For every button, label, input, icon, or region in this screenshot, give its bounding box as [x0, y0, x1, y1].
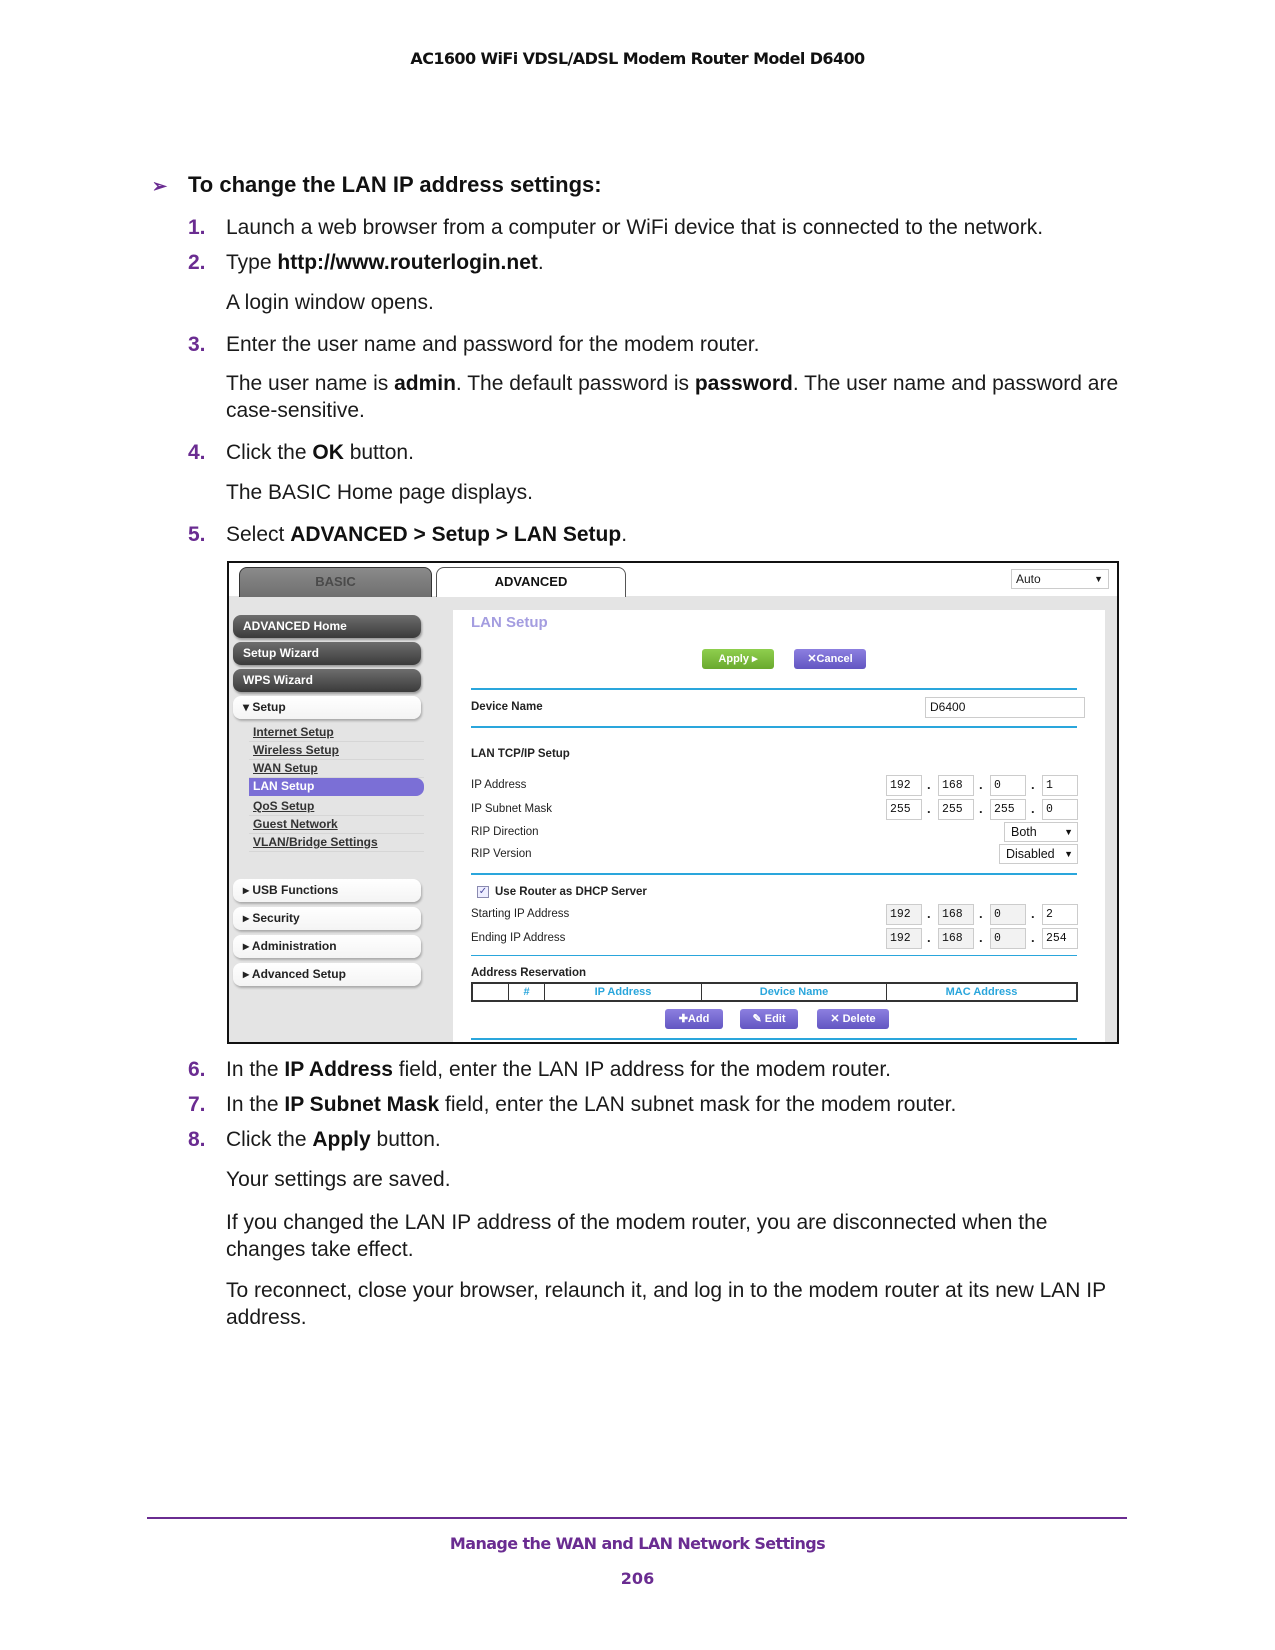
ip-address-octet-1[interactable]: 192: [886, 775, 922, 796]
ip-address-octet-2[interactable]: 168: [938, 775, 974, 796]
page-header: AC1600 WiFi VDSL/ADSL Modem Router Model D6400: [410, 49, 865, 68]
divider: [471, 873, 1077, 875]
note-credentials: The user name is admin. The default password is password. The user name and password are case-sensitive.: [226, 372, 1119, 422]
end-ip-octet-1: 192: [886, 928, 922, 949]
sidebar-item-administration[interactable]: ▸ Administration: [233, 935, 421, 958]
step-8: 8. Click the Apply button.: [188, 1128, 441, 1151]
note-login-opens: A login window opens.: [226, 291, 434, 314]
ip-address-octet-3[interactable]: 0: [990, 775, 1026, 796]
sidebar-link-guest-network[interactable]: Guest Network: [249, 816, 424, 834]
step-5: 5. Select ADVANCED > Setup > LAN Setup.: [188, 523, 628, 546]
language-select[interactable]: Auto ▼: [1011, 569, 1109, 589]
ip-address-octet-4[interactable]: 1: [1042, 775, 1078, 796]
start-ip-octet-4[interactable]: 2: [1042, 904, 1078, 925]
chevron-down-icon: ▼: [1064, 849, 1073, 859]
subnet-octet-2[interactable]: 255: [938, 799, 974, 820]
tab-basic[interactable]: BASIC: [239, 567, 432, 597]
divider: [471, 726, 1077, 728]
divider: [471, 1038, 1077, 1040]
col-number: #: [509, 984, 545, 1000]
sidebar-link-lan-setup[interactable]: LAN Setup: [249, 778, 424, 796]
device-name-input[interactable]: D6400: [925, 697, 1085, 718]
start-ip-octet-2: 168: [938, 904, 974, 925]
divider: [471, 688, 1077, 690]
col-device-name: Device Name: [702, 984, 887, 1000]
col-select: [473, 984, 509, 1000]
sidebar-link-qos-setup[interactable]: QoS Setup: [249, 798, 424, 816]
rip-direction-label: RIP Direction: [471, 826, 539, 838]
note-reconnect: To reconnect, close your browser, relaunch it, and log in to the modem router at its new LAN IP address.: [226, 1279, 1106, 1329]
dhcp-server-label: Use Router as DHCP Server: [495, 886, 647, 898]
add-button[interactable]: ✚Add: [665, 1009, 723, 1029]
step-1: 1. Launch a web browser from a computer or WiFi device that is connected to the network.: [188, 216, 1044, 239]
page-number: 206: [620, 1569, 655, 1588]
chevron-down-icon: ▼: [1064, 827, 1073, 837]
ending-ip-label: Ending IP Address: [471, 932, 566, 944]
tab-advanced[interactable]: ADVANCED: [436, 567, 626, 597]
start-ip-octet-1: 192: [886, 904, 922, 925]
sidebar-item-usb-functions[interactable]: ▸ USB Functions: [233, 879, 421, 902]
col-mac-address: MAC Address: [945, 986, 1018, 998]
apply-button[interactable]: Apply ▸: [702, 649, 774, 669]
note-disconnect: If you changed the LAN IP address of the modem router, you are disconnected when the changes take effect.: [226, 1211, 1048, 1261]
end-ip-octet-2: 168: [938, 928, 974, 949]
dhcp-server-checkbox[interactable]: ✓: [478, 886, 488, 897]
start-ip-octet-3: 0: [990, 904, 1026, 925]
step-3: 3. Enter the user name and password for the modem router.: [188, 333, 760, 356]
arrow-bullet-icon: ➢: [152, 176, 168, 196]
edit-button[interactable]: ✎ Edit: [740, 1009, 798, 1029]
footer-divider: [147, 1517, 1127, 1519]
url-text: http://www.routerlogin.net: [277, 251, 538, 274]
rip-version-label: RIP Version: [471, 848, 532, 860]
panel-title: LAN Setup: [471, 614, 548, 631]
sidebar-item-advanced-home[interactable]: ADVANCED Home: [233, 615, 421, 638]
divider: [471, 955, 1077, 956]
reservation-table-header: [471, 982, 1078, 1002]
starting-ip-label: Starting IP Address: [471, 908, 570, 920]
sidebar-item-setup-wizard[interactable]: Setup Wizard: [233, 642, 421, 665]
lan-setup-panel: LAN Setup Apply ▸ ✕Cancel Device Name D6400 LAN TCP/IP Setup IP Address 192 . 168 . 0 . 1 IP Subnet Mask 255 . 255 . 255 . 0 RIP Direction Both ▼ RIP Version Disabled ▼ ✓ Use Router as DHCP Server Starting IP Address 192 . 168 . 0 . 2 Ending IP Address 192 . 168 . 0 . 254 Address Reservation # IP Address Device Name MAC Address ✚Add ✎ Edit ✕ Delete: [453, 610, 1105, 1044]
ip-address-label: IP Address: [471, 779, 527, 791]
col-ip-address: IP Address: [545, 984, 702, 1000]
subnet-mask-label: IP Subnet Mask: [471, 803, 552, 815]
sidebar-link-vlan-bridge[interactable]: VLAN/Bridge Settings: [249, 834, 424, 852]
sidebar-link-wan-setup[interactable]: WAN Setup: [249, 760, 424, 778]
sidebar-item-advanced-setup[interactable]: ▸ Advanced Setup: [233, 963, 421, 986]
subnet-octet-1[interactable]: 255: [886, 799, 922, 820]
step-4: 4. Click the OK button.: [188, 441, 414, 464]
step-6: 6. In the IP Address field, enter the LAN IP address for the modem router.: [188, 1058, 891, 1081]
rip-direction-select[interactable]: Both ▼: [1004, 822, 1078, 842]
cancel-button[interactable]: ✕Cancel: [794, 649, 866, 669]
lan-tcpip-heading: LAN TCP/IP Setup: [471, 748, 570, 760]
step-2: 2. Type http://www.routerlogin.net.: [188, 251, 544, 274]
sidebar-link-wireless-setup[interactable]: Wireless Setup: [249, 742, 424, 760]
rip-version-select[interactable]: Disabled ▼: [999, 844, 1078, 864]
procedure-heading: ➢ To change the LAN IP address settings:: [152, 172, 602, 197]
note-saved: Your settings are saved.: [226, 1168, 451, 1191]
delete-button[interactable]: ✕ Delete: [817, 1009, 889, 1029]
sidebar-item-security[interactable]: ▸ Security: [233, 907, 421, 930]
end-ip-octet-3: 0: [990, 928, 1026, 949]
subnet-octet-4[interactable]: 0: [1042, 799, 1078, 820]
subnet-octet-3[interactable]: 255: [990, 799, 1026, 820]
address-reservation-heading: Address Reservation: [471, 967, 587, 979]
chevron-down-icon: ▼: [1094, 574, 1103, 584]
footer-section-title: Manage the WAN and LAN Network Settings: [449, 1534, 826, 1553]
device-name-label: Device Name: [471, 701, 543, 713]
step-7: 7. In the IP Subnet Mask field, enter the LAN subnet mask for the modem router.: [188, 1093, 957, 1116]
note-basic-home: The BASIC Home page displays.: [226, 481, 533, 504]
router-ui-screenshot: [227, 561, 1119, 1044]
sidebar-item-wps-wizard[interactable]: WPS Wizard: [233, 669, 421, 692]
sidebar-item-setup[interactable]: ▾ Setup: [233, 696, 421, 719]
sidebar-link-internet-setup[interactable]: Internet Setup: [249, 724, 424, 742]
end-ip-octet-4[interactable]: 254: [1042, 928, 1078, 949]
